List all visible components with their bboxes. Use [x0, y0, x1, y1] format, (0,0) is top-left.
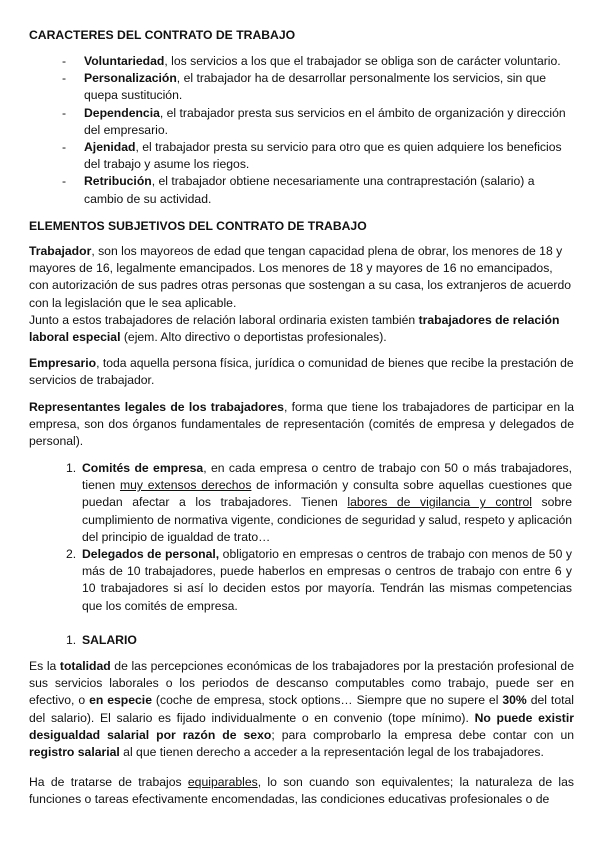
bold-phrase: 30%: [502, 693, 527, 708]
salario-paragraph: [29, 658, 574, 761]
list-item: [62, 70, 567, 104]
dash-bullet: -: [62, 54, 67, 68]
bold-phrase: totalidad: [59, 659, 111, 673]
paragraph-text: de las percepciones económicas de los trabajadores por la prestación profesional de sus servicios laborales o los periodos de descanso computables como trabajo, puede ser en efectivo, o: [29, 659, 574, 708]
organ-text: obligatorio en empresas o centros de trabajo con menos de 50 y más de 10 trabajadores, puede haberlos en empresas o centros de trabajo con entre 6 y 10 trabajadores si así lo deciden estos por mayoría. Tendrán las mismas competencias que los comités de empresa.: [82, 547, 572, 613]
heading-number: 1.: [66, 633, 77, 647]
underlined-phrase: muy extensos derechos: [119, 478, 252, 493]
item-term: Personalización: [84, 71, 177, 86]
equiparables-paragraph: [29, 774, 574, 808]
item-text: , el trabajador presta sus servicios en el ámbito de organización y dirección del empresario.: [84, 105, 566, 137]
paragraph-text: al que tienen derecho a acceder a la representación legal de los trabajadores.: [119, 745, 544, 760]
junto-term: trabajadores de relación laboral especial: [29, 312, 560, 345]
representantes-term: Representantes legales de los trabajadores: [29, 400, 284, 414]
item-text: , los servicios a los que el trabajador se obliga son de carácter voluntario.: [164, 54, 561, 68]
trabajador-term: Trabajador: [29, 244, 92, 258]
trabajador-text: , son los mayoreos de edad que tengan capacidad plena de obrar, los menores de 18 y mayores de 16, legalmente emancipados. Los menores de 18 y mayores de 16 no emancipados, con autorización de sus padres otras personas que sostengan a su casa, los extranjeros de acuerdo con la legislación que le sea aplicable.: [29, 244, 571, 310]
list-item: [66, 546, 572, 615]
trabajador-paragraph: [29, 243, 574, 346]
list-number: 2.: [66, 547, 77, 562]
item-text: , el trabajador ha de desarrollar personalmente los servicios, sin que quepa sustitución.: [84, 71, 547, 103]
dash-bullet: -: [62, 105, 67, 120]
item-text: , el trabajador obtiene necesariamente una contraprestación (salario) a cambio de su actividad.: [84, 174, 535, 206]
empresario-paragraph: [29, 355, 574, 389]
underlined-phrase: labores de vigilancia y control: [347, 495, 532, 510]
organ-text: , en cada empresa o centro de trabajo con 50 o más trabajadores, tienen: [82, 461, 572, 493]
list-item: [66, 460, 572, 546]
representantes-paragraph: [29, 399, 574, 451]
bold-phrase: No puede existir desigualdad salarial por razón de sexo: [29, 710, 574, 742]
p2-text: Ha de tratarse de trabajos: [29, 775, 188, 789]
section-title-salario: SALARIO: [82, 633, 137, 647]
list-item: [62, 139, 567, 173]
salario-heading: [66, 632, 137, 649]
bold-phrase: en especie: [89, 693, 152, 708]
item-term: Retribución: [84, 174, 152, 189]
underlined-phrase: equiparables: [187, 775, 258, 789]
list-number: 1.: [66, 461, 77, 475]
organ-term: Delegados de personal,: [82, 547, 220, 562]
caracteres-list: [62, 53, 567, 208]
empresario-text: , toda aquella persona física, jurídica o comunidad de bienes que recibe la prestación de servicios de trabajador.: [29, 356, 574, 388]
bold-phrase: registro salarial: [29, 745, 120, 760]
section-title-caracteres: CARACTERES DEL CONTRATO DE TRABAJO: [29, 28, 296, 42]
list-item: [62, 53, 567, 70]
item-term: Ajenidad: [84, 140, 136, 155]
paragraph-text: (coche de empresa, stock options… Siempre que no supere el: [151, 693, 503, 708]
organ-term: Comités de empresa: [82, 461, 204, 475]
paragraph-text: ; para comprobarlo la empresa debe contar con un: [271, 727, 574, 742]
dash-bullet: -: [62, 71, 67, 86]
dash-bullet: -: [62, 140, 67, 155]
dash-bullet: -: [62, 174, 67, 189]
organ-text: de información y consulta sobre aquellas cuestiones que puedan afectar a los trabajadores. Tienen: [82, 478, 572, 510]
junto-tail: (ejem. Alto directivo o deportistas profesionales).: [120, 330, 387, 345]
junto-text: Junto a estos trabajadores de relación laboral ordinaria existen también: [29, 312, 419, 327]
organ-text: sobre cumplimiento de normativa vigente, condiciones de seguridad y salud, respeto y aplicación del principio de igualdad de trato…: [82, 495, 572, 544]
item-term: Dependencia: [84, 105, 160, 120]
paragraph-text: Es la: [29, 659, 60, 673]
organos-list: [66, 460, 572, 615]
list-item: [62, 105, 567, 139]
p2-text: , lo son cuando son equivalentes; la naturaleza de las funciones o tareas efectivamente encomendadas, las condiciones educativas profesionales o de: [29, 775, 574, 807]
item-term: Voluntariedad: [84, 54, 165, 68]
representantes-text: , forma que tiene los trabajadores de participar en la empresa, son dos órganos fundamentales de representación (comités de empresa y delegados de personal).: [29, 400, 574, 449]
section-title-elementos: ELEMENTOS SUBJETIVOS DEL CONTRATO DE TRABAJO: [29, 219, 367, 233]
paragraph-text: del total del salario). El salario es fijado individualmente o en convenio (tope mínimo).: [29, 693, 574, 725]
empresario-term: Empresario: [29, 356, 97, 370]
item-text: , el trabajador presta su servicio para otro que es quien adquiere los beneficios del trabajo y asume los riegos.: [84, 140, 562, 172]
list-item: [62, 173, 567, 207]
